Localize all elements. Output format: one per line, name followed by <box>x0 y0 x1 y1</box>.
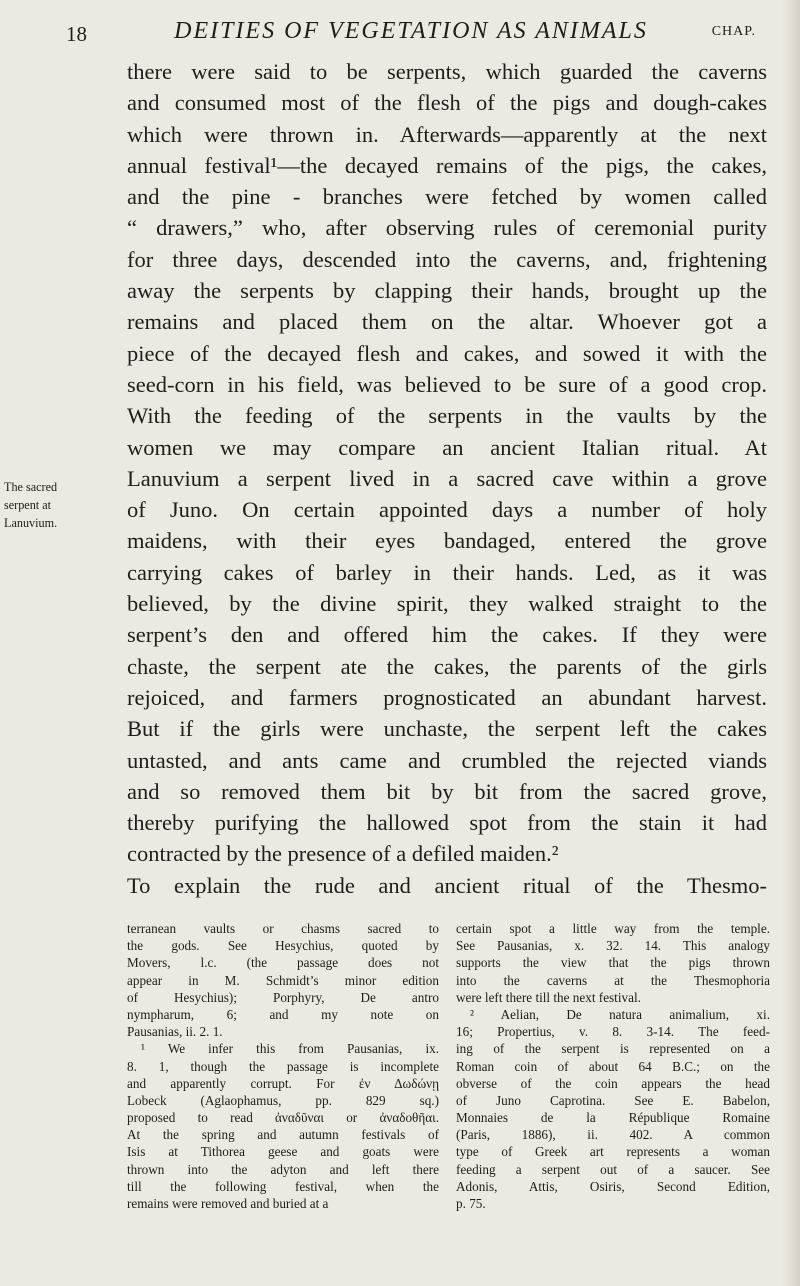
footnote-line: Adonis, Attis, Osiris, Second Edition, <box>456 1178 770 1194</box>
footnote-line: into the caverns at the Thesmophoria <box>456 972 770 988</box>
footnote-line: 8. 1, though the passage is incomplete <box>127 1058 439 1074</box>
footnote-line: ing of the serpent is represented on a <box>456 1041 770 1057</box>
page-edge-shadow <box>782 0 800 1286</box>
text-line: contracted by the presence of a defiled maiden.² <box>127 841 559 867</box>
margin-note <box>4 478 68 532</box>
text-line: remains and placed them on the altar. Whoever got a <box>127 309 767 335</box>
footnote-line: feeding a serpent out of a saucer. See <box>456 1161 770 1177</box>
text-line: carrying cakes of barley in their hands. Led, as it was <box>127 559 767 585</box>
text-line: To explain the rude and ancient ritual of the Thesmo- <box>127 872 767 898</box>
footnote-line: appear in M. Schmidt’s minor edition <box>127 972 439 988</box>
text-line: maidens, with their eyes bandaged, entered the grove <box>127 528 767 554</box>
text-line: of Juno. On certain appointed days a number of holy <box>127 497 767 523</box>
footnote-line: supports the view that the pigs thrown <box>456 955 770 971</box>
footnote-line: ¹ We infer this from Pausanias, ix. <box>141 1041 439 1057</box>
footnote-line: and apparently corrupt. For ἐν Δωδώνῃ <box>127 1075 439 1091</box>
text-line: away the serpents by clapping their hands, brought up the <box>127 278 767 304</box>
footnote-line: of Hesychius); Porphyry, De antro <box>127 989 439 1005</box>
text-line: seed-corn in his field, was believed to be sure of a good crop. <box>127 371 767 397</box>
body-text <box>127 56 767 901</box>
footnote-line: See Pausanias, x. 32. 14. This analogy <box>456 938 770 954</box>
text-line: believed, by the divine spirit, they walked straight to the <box>127 591 767 617</box>
footnote-line: certain spot a little way from the temple. <box>456 921 770 936</box>
footnote-line: of Juno Caprotina. See E. Babelon, <box>456 1092 770 1108</box>
text-line: With the feeding of the serpents in the vaults by the <box>127 403 767 429</box>
footnote-line: type of Greek art represents a woman <box>456 1144 770 1160</box>
footnote-line: (Paris, 1886), ii. 402. A common <box>456 1127 770 1143</box>
margin-note-line: Lanuvium. <box>4 516 58 530</box>
margin-note-line: serpent at <box>4 498 52 512</box>
text-line: But if the girls were unchaste, the serpent left the cakes <box>127 716 767 742</box>
footnote-line: obverse of the coin appears the head <box>456 1075 770 1091</box>
footnote-line: Movers, l.c. (the passage does not <box>127 955 439 971</box>
text-line: annual festival¹—the decayed remains of the pigs, the cakes, <box>127 152 767 178</box>
footnote-line: till the following festival, when the <box>127 1178 439 1194</box>
footnote-line: At the spring and autumn festivals of <box>127 1127 439 1143</box>
text-line: which were thrown in. Afterwards—apparently at the next <box>127 121 767 147</box>
footnote-line: Pausanias, ii. 2. 1. <box>127 1024 223 1040</box>
page-header <box>66 10 756 50</box>
text-line: there were said to be serpents, which guarded the caverns <box>127 59 767 84</box>
chapter-abbrev: CHAP. <box>711 24 756 39</box>
page-number: 18 <box>66 22 87 46</box>
text-line: for three days, descended into the caverns, and, frightening <box>127 246 767 272</box>
text-line: untasted, and ants came and crumbled the rejected viands <box>127 747 767 773</box>
text-line: serpent’s den and offered him the cakes. If they were <box>127 622 767 648</box>
footnote-line: Lobeck (Aglaophamus, pp. 829 sq.) <box>127 1092 439 1108</box>
text-line: Lanuvium a serpent lived in a sacred cave within a grove <box>127 465 767 491</box>
footnote-line: proposed to read ἀναδῦναι or ἀναδοθῆαι. <box>127 1110 439 1126</box>
footnote-line: Isis at Tithorea geese and goats were <box>127 1144 439 1160</box>
footnote-line: 16; Propertius, v. 8. 3-14. The feed- <box>456 1024 770 1040</box>
footnote-line: the gods. See Hesychius, quoted by <box>127 938 439 954</box>
text-line: thereby purifying the hallowed spot from the stain it had <box>127 810 767 836</box>
text-line: women we may compare an ancient Italian ritual. At <box>127 434 767 460</box>
footnote-line: remains were removed and buried at a <box>127 1196 329 1211</box>
footnotes-left-column <box>127 920 439 1212</box>
footnote-line: Roman coin of about 64 B.C.; on the <box>456 1058 770 1074</box>
footnote-line: nympharum, 6; and my note on <box>127 1006 439 1022</box>
text-line: chaste, the serpent ate the cakes, the parents of the girls <box>127 653 767 679</box>
text-line: and the pine - branches were fetched by women called <box>127 184 767 210</box>
text-line: piece of the decayed flesh and cakes, and sowed it with the <box>127 340 767 366</box>
text-line: and so removed them bit by bit from the sacred grove, <box>127 778 767 804</box>
footnote-line: ² Aelian, De natura animalium, xi. <box>470 1006 770 1022</box>
footnote-line: Monnaies de la République Romaine <box>456 1110 770 1126</box>
running-title: DEITIES OF VEGETATION AS ANIMALS <box>174 18 648 44</box>
text-line: “ drawers,” who, after observing rules of ceremonial purity <box>127 215 767 241</box>
footnote-line: terranean vaults or chasms sacred to <box>127 921 439 936</box>
margin-note-line: The sacred <box>4 480 58 494</box>
footnote-line: thrown into the adyton and left there <box>127 1161 439 1177</box>
footnote-line: p. 75. <box>456 1196 486 1211</box>
text-line: and consumed most of the flesh of the pigs and dough-cakes <box>127 90 767 116</box>
footnote-line: were left there till the next festival. <box>456 989 641 1005</box>
footnotes-right-column <box>456 920 770 1212</box>
text-line: rejoiced, and farmers prognosticated an abundant harvest. <box>127 684 767 710</box>
